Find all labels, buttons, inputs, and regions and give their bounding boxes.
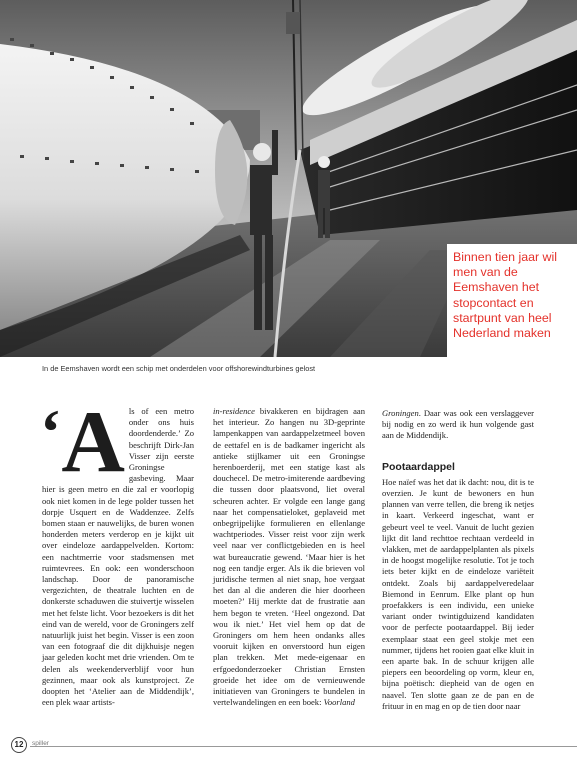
drop-cap: ‘A <box>40 394 125 491</box>
column-1-text: ls of een metro onder ons huis doordenderde.’ Zo beschrijft Dirk-Jan Visser zijn eerste Groningse gasbeving. Maar hier is geen metro en die zal er voorlopig ook niet komen in de lege polder tussen het dorpje Usquert en de Waddenzee. Zelfs bomen staan er nauwelijks, de buren wonen honderden meters verderop en je kijkt uit over eindeloze aardappelvelden. Kortom: een nachtmerrie voor stadsmensen met ruimtevrees. En ook: een wonderschoon landschap. Door de panoramische vergezichten, de theatrale luchten en de donkerste schaduwen die stuivertje wisselen met het felste licht. Voor bezoekers is dit het eind van de wereld, voor de Groningers zelf natuurlijk juist het begin. Visser is een zoon van een fotograaf die dit dijkhuisje negen jaar geleden kocht met drie vrienden. Om te delen als weekenderverblijf voor hun gezinnen, maar ook als kunstproject. Ze doopten het ‘Atelier aan de Middendijk’, een plek waar artists- <box>42 406 194 708</box>
column-2-text: bivakkeren en bijdragen aan het interieur. Zo hangen nu 3D-geprinte lampenkappen van aardappelzetmeel boven de eettafel en is de badkamer ingericht als antieke stijlkamer uit een Groningse herenboerderij, met een statige kast als douchecel. De metro-imiterende aardbeving die tussen door plaatsvond, liet overal scheuren achter. Er volgde een lange gang naar het compensatieloket, geplaveid met onbegrijpelijke formulieren en ellenlange wachtperiodes. Visser reist voor zijn werk veel naar ver conflictgebieden en is heel wat bureaucratie gewend. ‘Maar hier is het nog een tandje erger. Als ik die brieven vol juridische termen al niet snap, hoe vergaat het dan al die anderen die hier doorheen moeten?’ Hij merkte dat de frustratie aan hem begon te vreten. ‘Heel ongezond. Dat wou ik niet.’ Het viel hem op dat de Groningers om hem heen ondanks alles vooruit kijken en onverstoord hun eigen plan trekken. Met mede-eigenaar en erfgoedonderzoeker Christian Ernsten groeide het idee om de vernieuwende initiatieven van Groningers te bundelen in vertelwandelingen en een boek: <box>213 406 365 708</box>
book-title-end: Groningen <box>382 408 419 418</box>
article-column-1 <box>40 394 194 708</box>
photo-caption: In de Eemshaven wordt een schip met onderdelen voor offshorewindturbines gelost <box>42 364 316 373</box>
italic-term: in-residence <box>213 406 255 416</box>
pull-quote: Binnen tien jaar wil men van de Eemshaven het stopcontact en startpunt van heel Nederland maken <box>453 250 558 341</box>
footer-rule <box>30 746 577 747</box>
magazine-name: spiller <box>32 740 49 747</box>
page-number: 12 <box>11 737 27 753</box>
article-column-3 <box>382 408 534 712</box>
book-title: Voorland <box>323 697 355 708</box>
column-3-text: Hoe naïef was het dat ik dacht: nou, dit is te overzien. Je kunt de bewoners en hun plannen van verre tellen, die breng ik netjes in kaart. Verkeerd ingeschat, want er gebeurt veel te veel. Vanuit de lucht gezien lijkt dit land rechttoe rechtaan verdeeld in vlakken, met de aardappelplanten als pixels in de hoogst mogelijke resolutie. Tot je toch iets beter kijkt en de eindeloze variëteit ontdekt. Zoals bij aardappelveredelaar Biemond in Eenrum. Elke plant op hun proefakkers is een individu, een unieke variant onder twintigduizend kandidaten voor de perfecte pootaardappel. Bij ieder exemplaar staat een geel stokje met een nummer, tijdens het rooien gaat elke kluit in een aparte bak. In de schuur krijgen alle piepers een beoordeling op vorm, kleur en, bijna poëtisch: diepheid van de ogen en naavel. Ten slotte gaan ze de pan en de frituur in en mag en op de tien door naar <box>382 476 534 711</box>
column-3-intro: . Daar was ook een verslaggever bij nodig en zo werd ik hun volgende gast aan de Middendijk. <box>382 408 534 441</box>
subheading: Pootaardappel <box>382 460 455 473</box>
article-column-2 <box>213 406 365 708</box>
pull-quote-box <box>447 244 577 357</box>
